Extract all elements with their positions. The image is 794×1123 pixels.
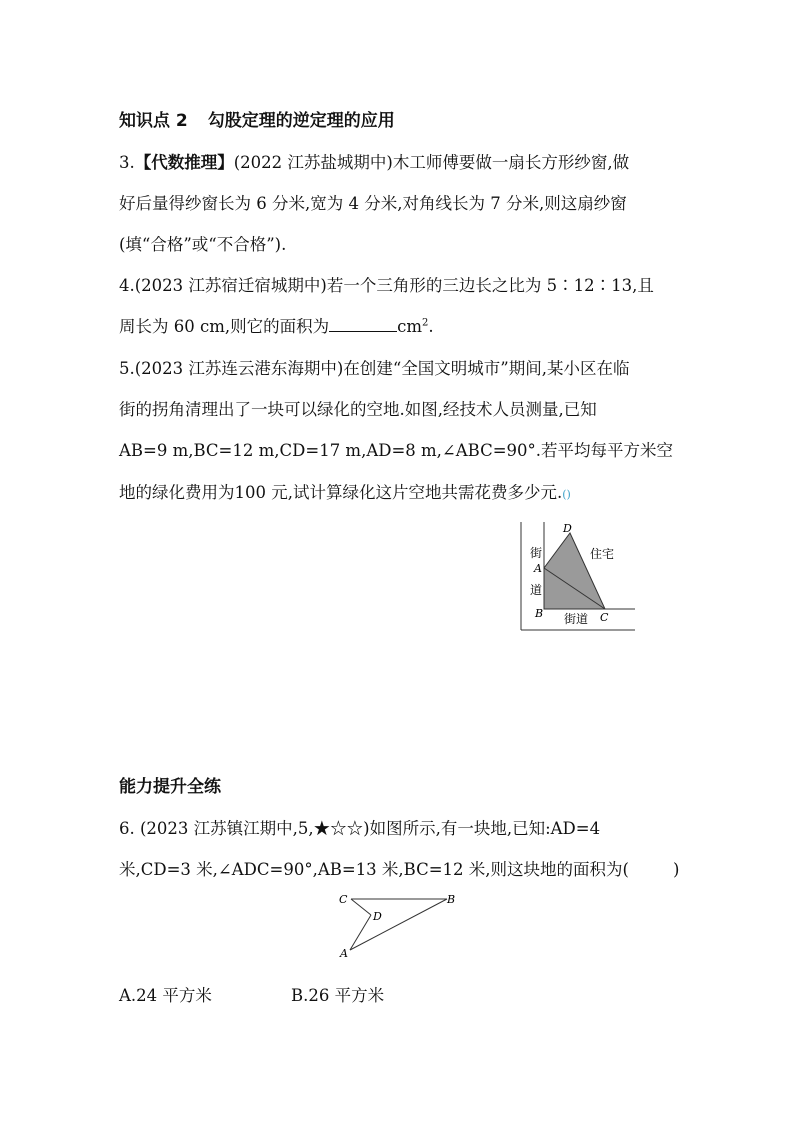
q5-line-2: 街的拐角清理出了一块可以绿化的空地.如图,经技术人员测量,已知 (119, 400, 597, 419)
q3-tag: 【代数推理】 (134, 153, 234, 172)
q4-line-1: 4.(2023 江苏宿迁宿城期中)若一个三角形的三边长之比为 5∶12∶13,且 (119, 276, 654, 295)
answer-marker-icon[interactable]: () (562, 488, 571, 501)
q3-number: 3. (119, 153, 135, 172)
section-title: 勾股定理的逆定理的应用 (207, 111, 395, 131)
option-b[interactable]: B.26 平方米 (291, 986, 385, 1005)
q6-figure (334, 890, 462, 962)
street-label-dao: 道 (530, 583, 543, 597)
q4-answer-blank[interactable] (329, 317, 397, 332)
q6-close-paren: ) (672, 860, 680, 879)
q5-line-3: AB=9 m,BC=12 m,CD=17 m,AD=8 m,∠ABC=90°.若平均每平方米空 (119, 441, 674, 460)
vertex-label-a: A (534, 562, 542, 575)
vertex-label-d: D (563, 522, 572, 535)
q5-line-1: 5.(2023 江苏连云港东海期中)在创建“全国文明城市”期间,某小区在临 (119, 359, 630, 378)
q3-line-1 (119, 149, 629, 173)
q5-figure (515, 518, 640, 636)
vertex-label-a: A (340, 947, 348, 960)
q4-text: 周长为 60 cm,则它的面积为 (119, 317, 330, 336)
q4-unit-exponent: 2 (422, 317, 429, 329)
section-number: 知识点 2 (119, 111, 188, 131)
segment-cd (351, 899, 371, 915)
street-label-jie: 街 (530, 546, 543, 560)
vertex-label-c: C (600, 611, 609, 624)
street-label-horizontal: 街道 (564, 612, 589, 626)
vertex-label-b: B (447, 893, 456, 906)
q3-text-1: (2022 江苏盐城期中)木工师傅要做一扇长方形纱窗,做 (233, 153, 630, 172)
q6-text-2: 米,CD=3 米,∠ADC=90°,AB=13 米,BC=12 米,则这块地的面积为( (119, 860, 629, 879)
q6-line-2 (119, 856, 679, 880)
q4-end: . (428, 317, 434, 336)
q6-line-1: 6. (2023 江苏镇江期中,5,★☆☆)如图所示,有一块地,已知:AD=4 (119, 819, 601, 838)
vertex-label-d: D (373, 910, 382, 923)
section-heading (119, 106, 395, 131)
residence-label: 住宅 (590, 547, 615, 561)
green-space-quadrilateral (544, 533, 605, 609)
q4-line-2 (119, 313, 434, 337)
q5-text-4: 地的绿化费用为100 元,试计算绿化这片空地共需花费多少元. (119, 483, 563, 502)
vertex-label-c: C (339, 893, 348, 906)
q3-line-3: (填“合格”或“不合格”). (119, 235, 287, 254)
q3-line-2: 好后量得纱窗长为 6 分米,宽为 4 分米,对角线长为 7 分米,则这扇纱窗 (119, 194, 627, 213)
q5-line-4 (119, 479, 571, 503)
q4-unit: cm (397, 317, 423, 336)
segment-ab (350, 899, 447, 950)
option-a[interactable]: A.24 平方米 (119, 986, 212, 1005)
section-heading-ability: 能力提升全练 (119, 777, 221, 797)
vertex-label-b: B (535, 607, 544, 620)
